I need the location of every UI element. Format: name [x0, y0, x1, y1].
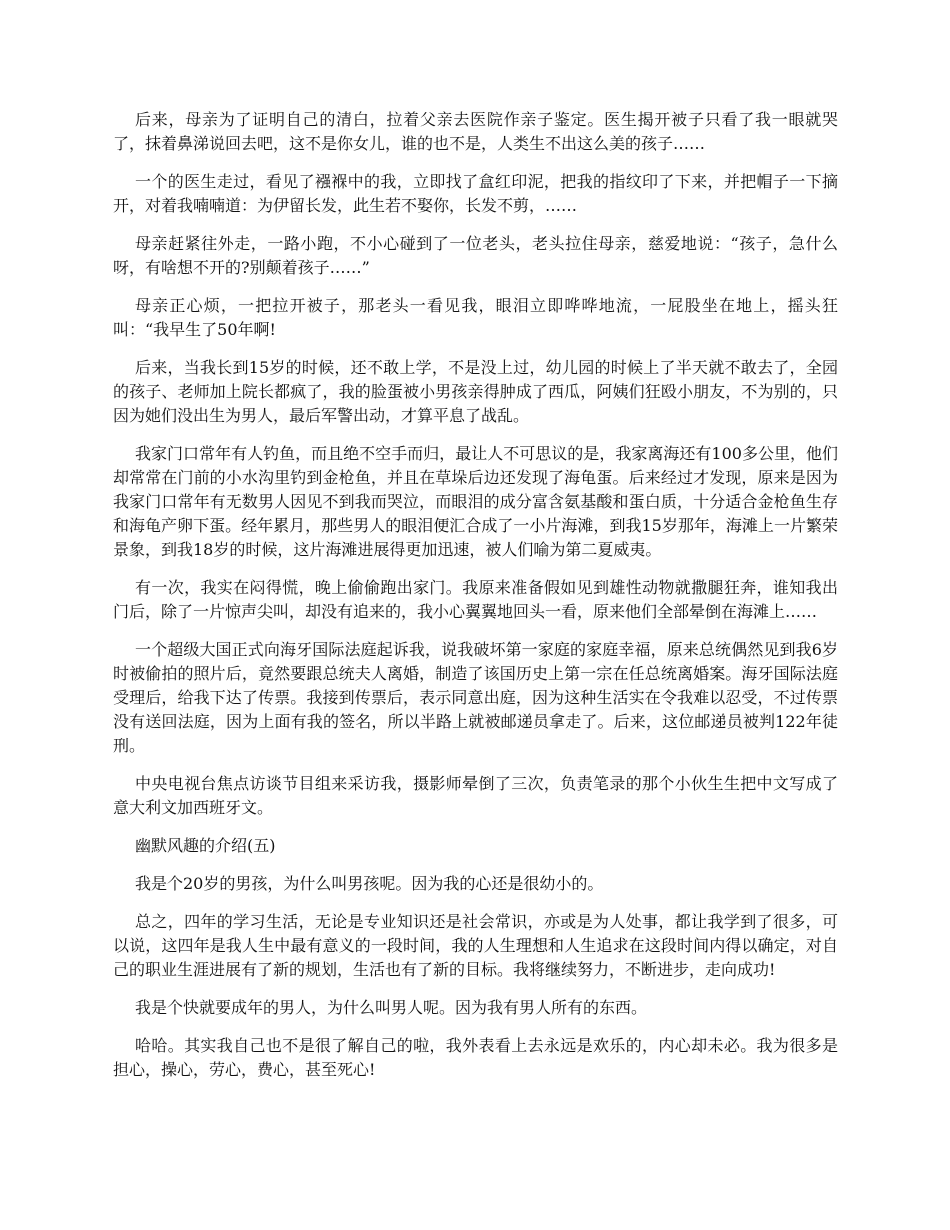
paragraph: 我是个20岁的男孩，为什么叫男孩呢。因为我的心还是很幼小的。 [135, 874, 604, 893]
paragraph: 我是个快就要成年的男人，为什么叫男人呢。因为我有男人所有的东西。 [135, 998, 648, 1017]
paragraph: 哈哈。其实我自己也不是很了解自己的啦，我外表看上去永远是欢乐的，内心却未必。我为很多是担心，操心，劳心，费心，甚至死心! [113, 1036, 838, 1079]
section-heading: 幽默风趣的介绍(五) [135, 836, 276, 855]
document-page [113, 108, 838, 1096]
paragraph: 总之，四年的学习生活，无论是专业知识还是社会常识，亦或是为人处事，都让我学到了很多，可以说，这四年是我人生中最有意义的一段时间，我的人生理想和人生追求在这段时间内得以确定，对自己的职业生涯进展有了新的规划，生活也有了新的目标。我将继续努力，不断进步，走向成功! [113, 912, 838, 979]
paragraph: 一个超级大国正式向海牙国际法庭起诉我，说我破坏第一家庭的家庭幸福，原来总统偶然见到我6岁时被偷拍的照片后，竟然要跟总统夫人离婚，制造了该国历史上第一宗在任总统离婚案。海牙国际法庭受理后，给我下达了传票。我接到传票后，表示同意出庭，因为这种生活实在令我难以忍受，不过传票没有送回法庭，因为上面有我的签名，所以半路上就被邮递员拿走了。后来，这位邮递员被判122年徒刑。 [113, 640, 838, 755]
paragraph: 一个的医生走过，看见了襁褓中的我，立即找了盒红印泥，把我的指纹印了下来，并把帽子一下摘开，对着我喃喃道：为伊留长发，此生若不娶你，长发不剪，…… [113, 172, 838, 215]
paragraph: 我家门口常年有人钓鱼，而且绝不空手而归，最让人不可思议的是，我家离海还有100多公里，他们却常常在门前的小水沟里钓到金枪鱼，并且在草垛后边还发现了海龟蛋。后来经过才发现，原来是因为我家门口常年有无数男人因见不到我而哭泣，而眼泪的成分富含氨基酸和蛋白质，十分适合金枪鱼生存和海龟产卵下蛋。经年累月，那些男人的眼泪便汇合成了一小片海滩，到我15岁那年，海滩上一片繁荣景象，到我18岁的时候，这片海滩进展得更加迅速，被人们喻为第二夏威夷。 [113, 444, 838, 559]
paragraph: 后来，当我长到15岁的时候，还不敢上学，不是没上过，幼儿园的时候上了半天就不敢去了，全园的孩子、老师加上院长都疯了，我的脸蛋被小男孩亲得肿成了西瓜，阿姨们狂殴小朋友，不为别的，只因为她们没出生为男人，最后军警出动，才算平息了战乱。 [113, 358, 838, 425]
paragraph: 母亲赶紧往外走，一路小跑，不小心碰到了一位老头，老头拉住母亲，慈爱地说：“孩子，急什么呀，有啥想不开的?别颠着孩子……” [113, 234, 838, 277]
paragraph: 母亲正心烦，一把拉开被子，那老头一看见我，眼泪立即哗哗地流，一屁股坐在地上，摇头狂叫：“我早生了50年啊! [113, 296, 838, 339]
paragraph: 有一次，我实在闷得慌，晚上偷偷跑出家门。我原来准备假如见到雄性动物就撒腿狂奔，谁知我出门后，除了一片惊声尖叫，却没有追来的，我小心翼翼地回头一看，原来他们全部晕倒在海滩上…… [113, 578, 838, 621]
paragraph: 中央电视台焦点访谈节目组来采访我，摄影师晕倒了三次，负责笔录的那个小伙生生把中文写成了意大利文加西班牙文。 [113, 774, 838, 817]
paragraph: 后来，母亲为了证明自己的清白，拉着父亲去医院作亲子鉴定。医生揭开被子只看了我一眼就哭了，抹着鼻涕说回去吧，这不是你女儿，谁的也不是，人类生不出这么美的孩子…… [113, 110, 838, 153]
